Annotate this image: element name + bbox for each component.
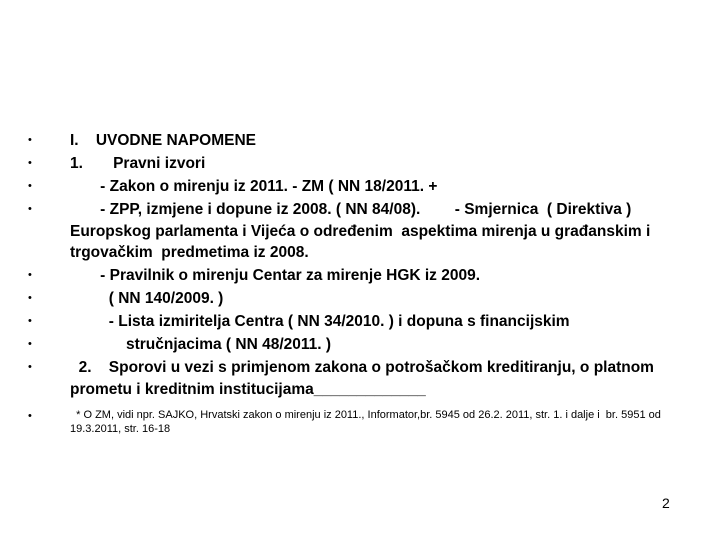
list-item	[28, 311, 700, 333]
list-item-text: ( NN 140/2009. )	[70, 290, 224, 307]
list-item	[28, 199, 700, 264]
bullet-icon: •	[28, 338, 32, 350]
bullet-list	[28, 130, 700, 438]
bullet-icon: •	[28, 315, 32, 327]
list-item-text: - Pravilnik o mirenju Centar za mirenje HGK iz 2009.	[70, 267, 481, 284]
footnote-text: * O ZM, vidi npr. SAJKO, Hrvatski zakon o mirenju iz 2011., Informator,br. 5945 od 26.2. 2011, str. 1. i dalje i br. 5951 od 19.3.2011, str. 16-18	[70, 409, 664, 435]
list-item	[28, 357, 700, 400]
page-number: 2	[662, 495, 670, 511]
list-item-text: 2. Sporovi u vezi s primjenom zakona o potrošačkom kreditiranju, o platnom prometu i kreditnim institucijama_____________	[70, 359, 659, 398]
bullet-icon: •	[28, 269, 32, 281]
list-item-text: - Zakon o mirenju iz 2011. - ZM ( NN 18/2011. +	[70, 178, 438, 195]
list-item	[28, 153, 700, 175]
list-item	[28, 334, 700, 356]
subheading-pravni-izvori: 1. Pravni izvori	[70, 155, 206, 172]
footnote	[28, 408, 700, 436]
list-item	[28, 265, 700, 287]
bullet-icon: •	[28, 134, 32, 146]
bullet-icon: •	[28, 361, 32, 373]
bullet-icon: •	[28, 157, 32, 169]
bullet-icon: •	[28, 292, 32, 304]
heading-uvodne-napomene: I. UVODNE NAPOMENE	[70, 132, 257, 149]
bullet-icon: •	[28, 410, 32, 422]
list-item	[28, 288, 700, 310]
list-item-text: - Lista izmiritelja Centra ( NN 34/2010. ) i dopuna s financijskim	[70, 313, 570, 330]
bullet-icon: •	[28, 180, 32, 192]
list-item	[28, 176, 700, 198]
list-item	[28, 130, 700, 152]
bullet-icon: •	[28, 203, 32, 215]
list-item-text: stručnjacima ( NN 48/2011. )	[70, 336, 332, 353]
list-item-text: - ZPP, izmjene i dopune iz 2008. ( NN 84/08). - Smjernica ( Direktiva ) Europskog parlamenta i Vijeća o određenim aspektima mirenja u građanskim i trgovačkim predmetima iz 2008.	[70, 201, 659, 261]
